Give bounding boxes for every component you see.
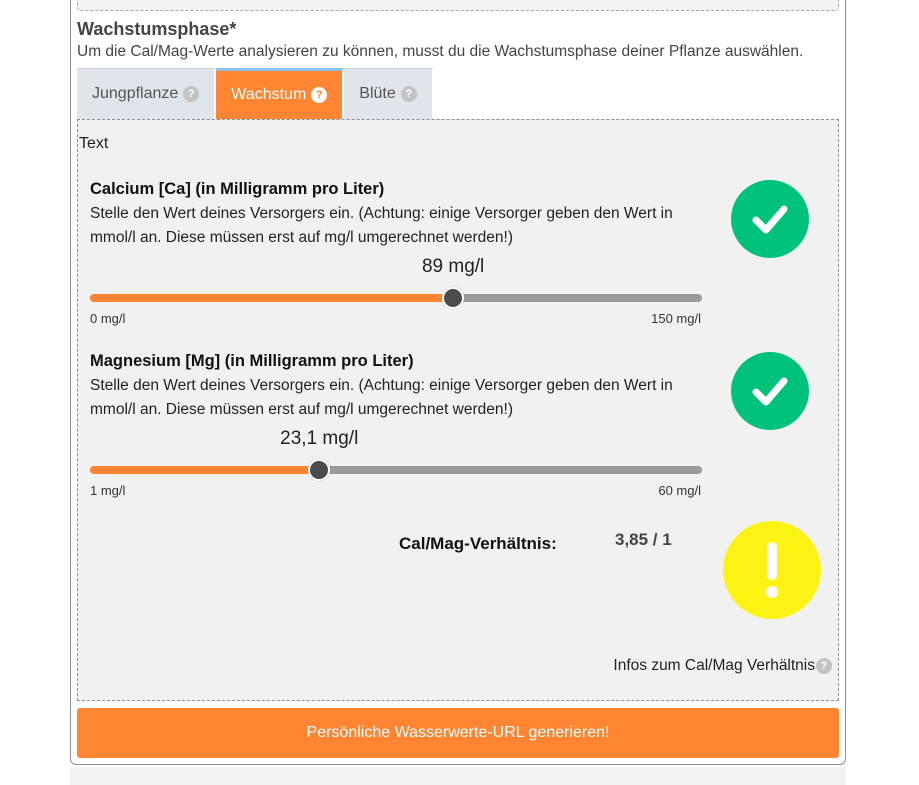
calcium-min-label: 0 mg/l [90,311,126,326]
panel-text: Text [79,135,109,152]
ratio-value: 3,85 / 1 [615,530,672,549]
help-icon[interactable]: ? [311,87,327,103]
tab-bluete[interactable] [344,68,433,119]
magnesium-title: Magnesium [Mg] (in Milligramm pro Liter) [90,352,414,370]
phase-panel [77,119,839,701]
calcium-max-label: 150 mg/l [651,311,701,326]
tab-wachstum[interactable] [216,68,344,119]
magnesium-status-badge [731,352,809,430]
calcium-status-badge [731,180,809,258]
help-icon[interactable]: ? [816,658,832,674]
magnesium-description: Stelle den Wert deines Versorgers ein. (Achtung: einige Versorger geben den Wert in mmol/l an. Diese müssen erst auf mg/l umgerechnet werden!) [90,377,673,418]
tab-label: Blüte [359,85,396,102]
check-icon [750,199,790,239]
tab-label: Jungpflanze [92,85,179,102]
footer-strip [70,767,846,785]
help-icon[interactable]: ? [401,86,417,102]
previous-field-box [77,0,839,11]
generate-url-button[interactable]: Persönliche Wasserwerte-URL generieren! [77,708,839,758]
magnesium-slider-thumb[interactable] [308,459,330,481]
tab-label: Wachstum [231,86,307,103]
magnesium-max-label: 60 mg/l [658,483,701,498]
magnesium-min-label: 1 mg/l [90,483,126,498]
calcium-slider-fill [90,294,453,302]
phase-tabs [77,68,434,119]
help-icon[interactable]: ? [183,86,199,102]
phase-description: Um die Cal/Mag-Werte analysieren zu können, musst du die Wachstumsphase deiner Pflanze auswählen. [77,43,804,60]
tab-jungpflanze[interactable] [77,68,216,119]
check-icon [750,371,790,411]
magnesium-slider-fill [90,466,319,474]
ratio-info-link[interactable] [613,657,832,675]
ratio-status-badge [723,521,821,619]
calcium-value-label: 89 mg/l [421,256,485,277]
exclamation-icon [762,540,782,600]
magnesium-slider-track[interactable] [90,466,702,474]
calcium-title: Calcium [Ca] (in Milligramm pro Liter) [90,180,385,198]
calcium-description: Stelle den Wert deines Versorgers ein. (Achtung: einige Versorger geben den Wert in mmol/l an. Diese müssen erst auf mg/l umgerechnet werden!) [90,205,673,246]
ratio-label: Cal/Mag-Verhältnis: [399,534,557,553]
calcium-slider-thumb[interactable] [442,287,464,309]
ratio-info-label: Infos zum Cal/Mag Verhältnis [613,657,815,674]
magnesium-value-label: 23,1 mg/l [280,428,359,449]
phase-title: Wachstumsphase* [77,19,237,39]
calcium-slider-track[interactable] [90,294,702,302]
